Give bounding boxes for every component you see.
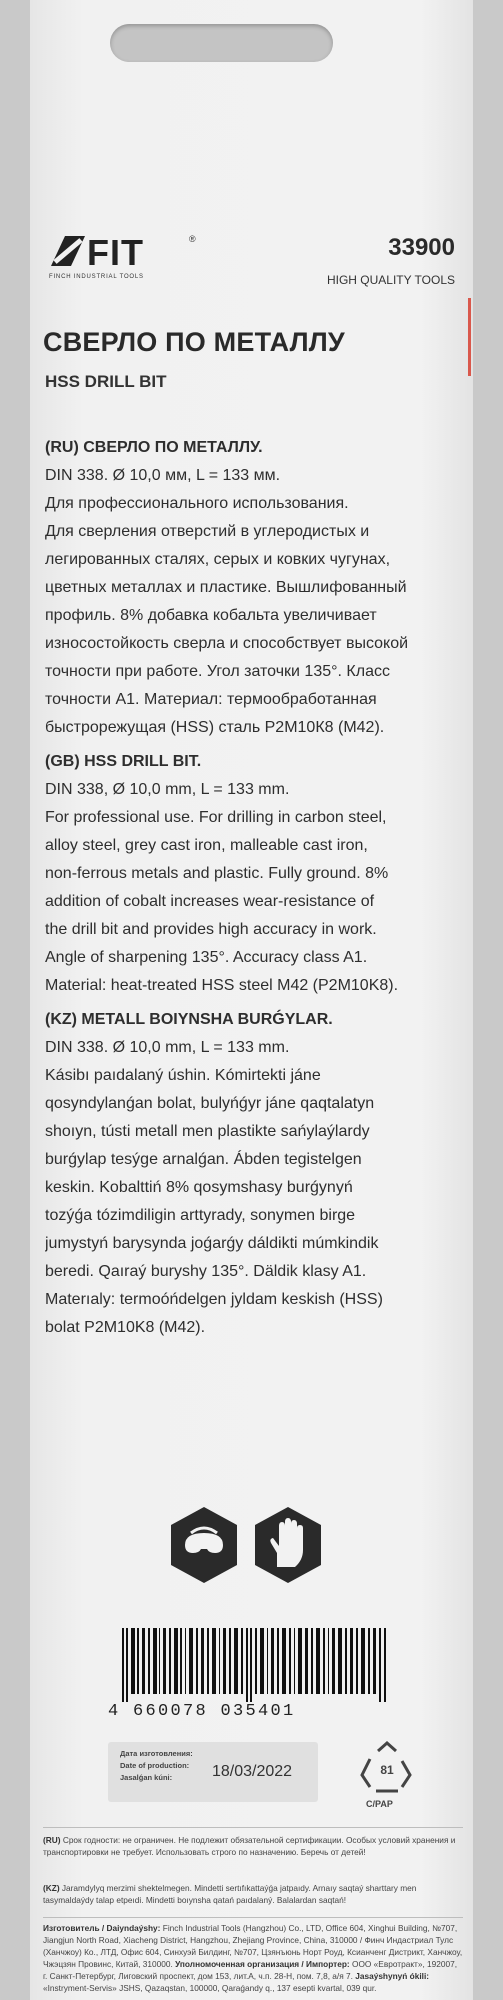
text-line: For professional use. For drilling in carbon steel, xyxy=(45,809,387,826)
logo-mark-icon xyxy=(47,232,87,272)
barcode-digits: 4 660078 035401 xyxy=(108,1702,296,1721)
divider xyxy=(43,1827,463,1828)
section-gb xyxy=(45,748,465,1000)
description xyxy=(45,434,465,1348)
text-line: Для сверления отверстий в углеродистых и xyxy=(45,523,370,540)
recycling-number: 81 xyxy=(380,1763,394,1777)
title-en: HSS DRILL BIT xyxy=(45,372,167,391)
hang-hole xyxy=(110,24,333,62)
text-line: keskin. Kobalttiń 8% qosymshasy burǵynyń xyxy=(45,1179,353,1196)
note-text-kz: Jaramdylyq merzimi shektelmegen. Mindetti sertıfıkattaýǵa jatpaıdy. Arnaıy saqtaý sharttary men tasymaldaýdy talap etpeıdi. Mindetti boıynsha qatań paıdalaný. Balalardan saqtań! xyxy=(43,1883,417,1905)
protective-glove-icon xyxy=(253,1505,323,1585)
text-line: Angle of sharpening 135°. Accuracy class A1. xyxy=(45,949,368,966)
logo-tagline: FINCH INDUSTRIAL TOOLS xyxy=(49,274,144,280)
article-code: 33900 xyxy=(388,234,455,261)
quality-tagline: HIGH QUALITY TOOLS xyxy=(326,273,455,287)
manufacturer-info xyxy=(43,1922,463,1994)
storage-note-kz xyxy=(43,1882,463,1906)
text-line: DIN 338, Ø 10,0 mm, L = 133 mm. xyxy=(45,781,290,798)
barcode xyxy=(108,1628,393,1723)
maker-text: Finch Industrial Tools (Hangzhou) Co., LTD, Office 604, Xinghui Building, №707, Jiangjun North Road, Xiacheng District, Hangzhou, Zhejiang Province, China, 310000 / Финч Индастриал Тулс (Ханчжоу) Ко., ЛТД, Офис 604, Синхуэй Билдинг, №707, Цзянъюнь Норт Роуд, Ксианченг Дистрикт, Ханчжоу, Чжэцзян Провинс, Китай, 310000. xyxy=(43,1923,463,1969)
text-line: легированных сталях, серых и ковких чугунах, xyxy=(45,551,391,568)
text-line: tozýǵa tózimdiligin arttyrady, sonymen birge xyxy=(45,1207,356,1224)
red-accent-strip xyxy=(468,298,471,376)
production-date-box xyxy=(108,1742,318,1802)
text-line: DIN 338. Ø 10,0 мм, L = 133 мм. xyxy=(45,467,281,484)
logo-wordmark: FIT xyxy=(87,232,144,273)
text-line: износостойкость сверла и способствует высокой xyxy=(45,635,409,652)
text-line: DIN 338. Ø 10,0 mm, L = 133 mm. xyxy=(45,1039,290,1056)
text-line: jumystyń barysynda joǵarǵy dáldikti múmkindik xyxy=(45,1235,379,1252)
importer-kz-text: «Instryment-Servis» JSHS, Qazaqstan, 100000, Qaraǵandy q., 137 esepti kvartal, 039 qur. xyxy=(43,1983,377,1993)
date-label-en: Date of production: xyxy=(120,1761,190,1770)
registered-mark: ® xyxy=(189,234,196,244)
note-text-ru: Срок годности: не ограничен. Не подлежит обязательной сертификации. Особых условий хранения и транспортировки не требует. Использовать строго по назначению. Беречь от детей! xyxy=(43,1835,456,1857)
storage-note-ru xyxy=(43,1834,463,1858)
section-ru xyxy=(45,434,465,742)
fit-logo xyxy=(47,232,197,284)
text-line: Kásibı paıdalaný úshin. Kómirtekti jáne xyxy=(45,1067,321,1084)
text-line: shoıyn, tústi metall men plastikte sańylaýlardy xyxy=(45,1123,370,1140)
text-line: bolat P2M10K8 (M42). xyxy=(45,1319,206,1336)
section-kz xyxy=(45,1006,465,1342)
text-line: addition of cobalt increases wear-resistance of xyxy=(45,893,375,910)
text-line: точности при работе. Угол заточки 135°. Класс xyxy=(45,663,390,680)
date-label-kz: Jasalǵan kúni: xyxy=(120,1773,173,1782)
text-line: быстрорежущая (HSS) сталь Р2М10К8 (М42). xyxy=(45,719,385,736)
recycling-arrows-icon xyxy=(356,1741,418,1797)
recycling-mark xyxy=(356,1741,418,1813)
text-line: burǵylap tesýge arnalǵan. Ábden tegistelgen xyxy=(45,1151,362,1168)
note-tag-ru: (RU) xyxy=(43,1835,61,1845)
safety-goggles-icon xyxy=(169,1505,239,1585)
maker-label: Изготовитель / Daiyndaýshy: xyxy=(43,1923,161,1933)
importer-label: Уполномоченная организация / Импортер: xyxy=(175,1959,350,1969)
text-line: профиль. 8% добавка кобальта увеличивает xyxy=(45,607,377,624)
barcode-bars xyxy=(122,1628,388,1702)
section-heading: (KZ) METALL BOIYNSHA BURǴYLAR. xyxy=(45,1011,333,1028)
text-line: Material: heat-treated HSS steel M42 (P2M10K8). xyxy=(45,977,399,994)
importer-kz-label: Jasaýshynyń ókili: xyxy=(355,1971,430,1981)
section-heading: (RU) СВЕРЛО ПО МЕТАЛЛУ. xyxy=(45,439,263,456)
text-line: цветных металлах и пластике. Вышлифованный xyxy=(45,579,407,596)
production-date: 18/03/2022 xyxy=(212,1763,293,1780)
text-line: beredi. Qaıraý buryshy 135°. Däldik klasy A1. xyxy=(45,1263,367,1280)
text-line: alloy steel, grey cast iron, malleable cast iron, xyxy=(45,837,368,854)
recycling-caption: C/PAP xyxy=(366,1799,393,1809)
text-line: the drill bit and provides high accuracy in work. xyxy=(45,921,377,938)
text-line: non-ferrous metals and plastic. Fully ground. 8% xyxy=(45,865,389,882)
text-line: qosyndylanǵan bolat, bulyńǵyr jáne qaqtalatyn xyxy=(45,1095,375,1112)
section-heading: (GB) HSS DRILL BIT. xyxy=(45,753,202,770)
title-ru: СВЕРЛО ПО МЕТАЛЛУ xyxy=(43,327,345,357)
note-tag-kz: (KZ) xyxy=(43,1883,60,1893)
text-line: точности А1. Материал: термообработанная xyxy=(45,691,377,708)
importer-text: ООО «Евротракт», 192007, г. Санкт-Петербург, Лиговский проспект, дом 153, лит.А, ч.п. 28-Н, пом. 7,8, а/я 7. xyxy=(43,1959,458,1981)
text-line: Для профессионального использования. xyxy=(45,495,349,512)
text-line: Materıaly: termoóńdelgen jyldam keskish (HSS) xyxy=(45,1291,383,1308)
divider xyxy=(43,1917,463,1918)
date-label-ru: Дата изготовления: xyxy=(120,1749,193,1758)
